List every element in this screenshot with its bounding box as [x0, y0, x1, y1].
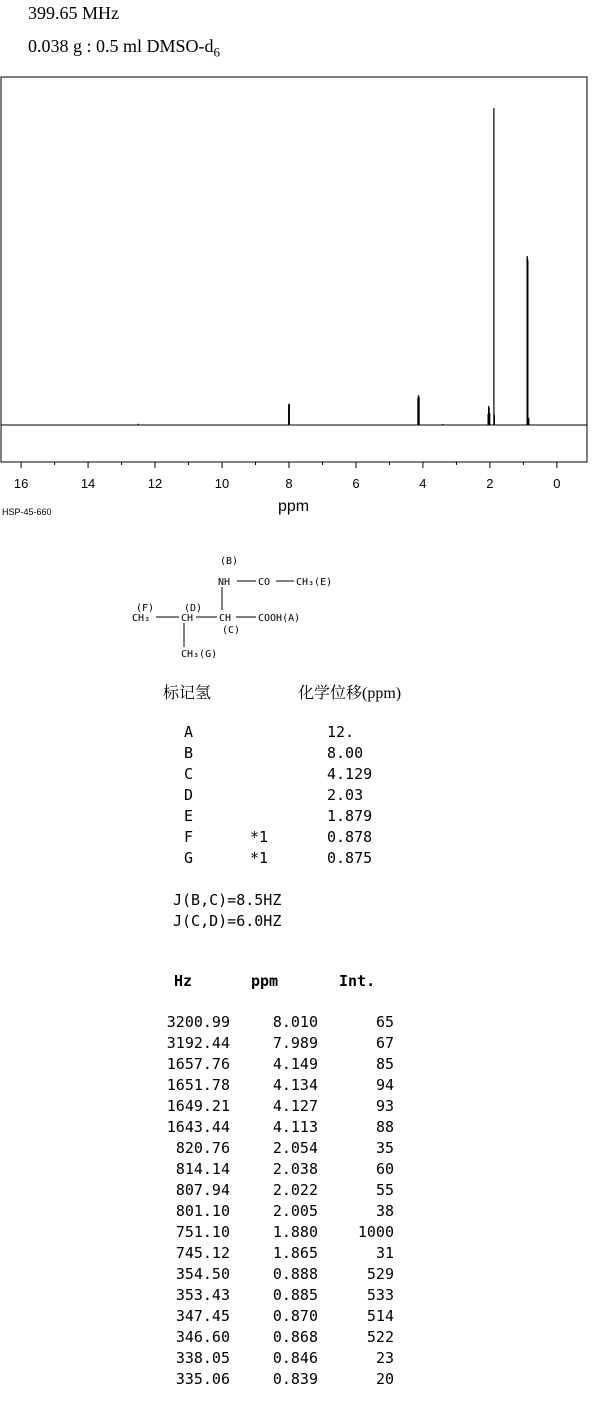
peak-ppm: 2.022 — [272, 1181, 318, 1199]
label-b: (B) — [220, 556, 239, 567]
label-c: (C) — [222, 625, 241, 636]
cooh-group: COOH(A) — [258, 613, 301, 624]
peak-row — [0, 1307, 595, 1328]
sample-text: 0.038 g : 0.5 ml DMSO-d — [28, 36, 214, 56]
x-tick-label: 8 — [285, 476, 293, 491]
peak-row — [0, 1223, 595, 1244]
peak-row — [0, 1265, 595, 1286]
peak-row — [0, 1097, 595, 1118]
peak-int: 514 — [366, 1307, 394, 1325]
peak-int: 38 — [375, 1202, 394, 1220]
peak-ppm: 4.113 — [272, 1118, 318, 1136]
peak-ppm: 4.149 — [272, 1055, 318, 1073]
peak-int: 55 — [375, 1181, 394, 1199]
assignment-row — [0, 765, 595, 786]
peak-hz: 353.43 — [175, 1286, 230, 1304]
peak-ppm: 7.989 — [272, 1034, 318, 1052]
peak-int: 65 — [375, 1013, 394, 1031]
molecule-structure — [0, 545, 595, 665]
assignment-row — [0, 828, 595, 849]
nh-group: NH — [218, 577, 231, 588]
x-tick-label: 14 — [80, 476, 96, 491]
assignment-label: B — [184, 744, 194, 762]
peak-int: 60 — [375, 1160, 394, 1178]
x-tick-label: 2 — [486, 476, 494, 491]
ch3-e-group: CH₃(E) — [296, 577, 333, 588]
x-tick-label: 16 — [13, 476, 29, 491]
peak-hz: 354.50 — [175, 1265, 230, 1283]
x-tick-label: 4 — [419, 476, 427, 491]
peak-hz: 807.94 — [175, 1181, 230, 1199]
x-axis-tick-labels — [14, 476, 561, 491]
peak-row — [0, 1139, 595, 1160]
peak-int: 67 — [375, 1034, 394, 1052]
peak-hz: 1651.78 — [166, 1076, 230, 1094]
assignment-header-label: 标记氢 — [163, 685, 212, 702]
x-axis-ticks — [21, 462, 557, 468]
peak-ppm: 4.127 — [272, 1097, 318, 1115]
peak-header-ppm: ppm — [251, 972, 279, 990]
peak-hz: 745.12 — [175, 1244, 230, 1262]
peak-hz: 338.05 — [175, 1349, 230, 1367]
peak-hz: 1657.76 — [166, 1055, 230, 1073]
peak-row — [0, 1076, 595, 1097]
assignment-note: *1 — [250, 828, 269, 846]
peak-int: 23 — [375, 1349, 394, 1367]
assignment-row — [0, 723, 595, 744]
peak-ppm: 0.885 — [272, 1286, 318, 1304]
assignment-row — [0, 744, 595, 765]
peak-row — [0, 1244, 595, 1265]
peak-row — [0, 1202, 595, 1223]
x-tick-label: 10 — [214, 476, 230, 491]
peak-hz: 3192.44 — [166, 1034, 230, 1052]
peak-int: 94 — [375, 1076, 394, 1094]
assignment-label: D — [184, 786, 194, 804]
ch-d-group: CH — [181, 613, 194, 624]
ch3-f-group: CH₃ — [132, 613, 151, 624]
coupling-cd: J(C,D)=6.0HZ — [173, 912, 282, 930]
peak-hz: 347.45 — [175, 1307, 230, 1325]
assignment-note: *1 — [250, 849, 269, 867]
peak-row — [0, 1181, 595, 1202]
peak-ppm: 2.054 — [272, 1139, 318, 1157]
peak-row — [0, 1055, 595, 1076]
peak-hz: 335.06 — [175, 1370, 230, 1388]
peak-row — [0, 1034, 595, 1055]
peak-hz: 346.60 — [175, 1328, 230, 1346]
assignment-label: G — [184, 849, 194, 867]
peak-int: 88 — [375, 1118, 394, 1136]
peak-int: 35 — [375, 1139, 394, 1157]
peak-int: 93 — [375, 1097, 394, 1115]
peak-row — [0, 1160, 595, 1181]
assignment-row — [0, 786, 595, 807]
spectrum-code: HSP-45-660 — [2, 507, 52, 517]
peak-ppm: 0.870 — [272, 1307, 318, 1325]
peak-int: 1000 — [357, 1223, 394, 1241]
x-tick-label: 12 — [147, 476, 163, 491]
assignment-ppm: 12. — [327, 723, 355, 741]
peak-ppm: 1.880 — [272, 1223, 318, 1241]
assignment-row — [0, 807, 595, 828]
assignment-ppm: 2.03 — [327, 786, 364, 804]
peak-ppm: 0.888 — [272, 1265, 318, 1283]
peak-int: 533 — [366, 1286, 394, 1304]
peak-int: 20 — [375, 1370, 394, 1388]
peak-row — [0, 1349, 595, 1370]
spectrum-peaks — [138, 108, 528, 425]
assignment-label: E — [184, 807, 194, 825]
peak-hz: 751.10 — [175, 1223, 230, 1241]
ch3-g-group: CH₃(G) — [181, 649, 218, 660]
assignment-label: A — [184, 723, 194, 741]
plot-frame — [1, 77, 587, 462]
assignment-label: C — [184, 765, 194, 783]
assignment-header-shift: 化学位移(ppm) — [298, 685, 402, 702]
peak-hz: 814.14 — [175, 1160, 230, 1178]
peak-int: 31 — [375, 1244, 394, 1262]
sample-subscript: 6 — [213, 44, 221, 60]
label-d: (D) — [184, 603, 203, 614]
peak-ppm: 1.865 — [272, 1244, 318, 1262]
peak-hz: 3200.99 — [166, 1013, 230, 1031]
peak-hz: 1643.44 — [166, 1118, 230, 1136]
peak-header-hz: Hz — [174, 972, 193, 990]
co-group: CO — [258, 577, 271, 588]
peak-ppm: 2.005 — [272, 1202, 318, 1220]
peak-ppm: 0.868 — [272, 1328, 318, 1346]
peak-ppm: 0.846 — [272, 1349, 318, 1367]
assignment-label: F — [184, 828, 194, 846]
peak-row — [0, 1118, 595, 1139]
peak-hz: 1649.21 — [166, 1097, 230, 1115]
assignment-ppm: 8.00 — [327, 744, 364, 762]
assignment-ppm: 0.875 — [327, 849, 373, 867]
peak-row — [0, 1286, 595, 1307]
label-f: (F) — [136, 603, 155, 614]
peak-row — [0, 1370, 595, 1391]
assignment-ppm: 4.129 — [327, 765, 373, 783]
peak-row — [0, 1328, 595, 1349]
ch-c-group: CH — [219, 613, 232, 624]
peak-ppm: 8.010 — [272, 1013, 318, 1031]
x-tick-label: 0 — [553, 476, 561, 491]
peak-hz: 801.10 — [175, 1202, 230, 1220]
x-tick-label: 6 — [352, 476, 360, 491]
peak-ppm: 0.839 — [272, 1370, 318, 1388]
peak-int: 522 — [366, 1328, 394, 1346]
peak-ppm: 2.038 — [272, 1160, 318, 1178]
peak-int: 85 — [375, 1055, 394, 1073]
peak-int: 529 — [366, 1265, 394, 1283]
peak-hz: 820.76 — [175, 1139, 230, 1157]
coupling-bc: J(B,C)=8.5HZ — [173, 891, 282, 909]
peak-row — [0, 1013, 595, 1034]
assignment-ppm: 0.878 — [327, 828, 373, 846]
assignment-row — [0, 849, 595, 870]
peak-ppm: 4.134 — [272, 1076, 318, 1094]
nmr-spectrum — [0, 0, 595, 500]
x-axis-title: ppm — [277, 498, 310, 515]
assignment-ppm: 1.879 — [327, 807, 373, 825]
peak-header-int: Int. — [339, 972, 376, 990]
spectrometer-frequency: 399.65 MHz — [28, 3, 119, 23]
